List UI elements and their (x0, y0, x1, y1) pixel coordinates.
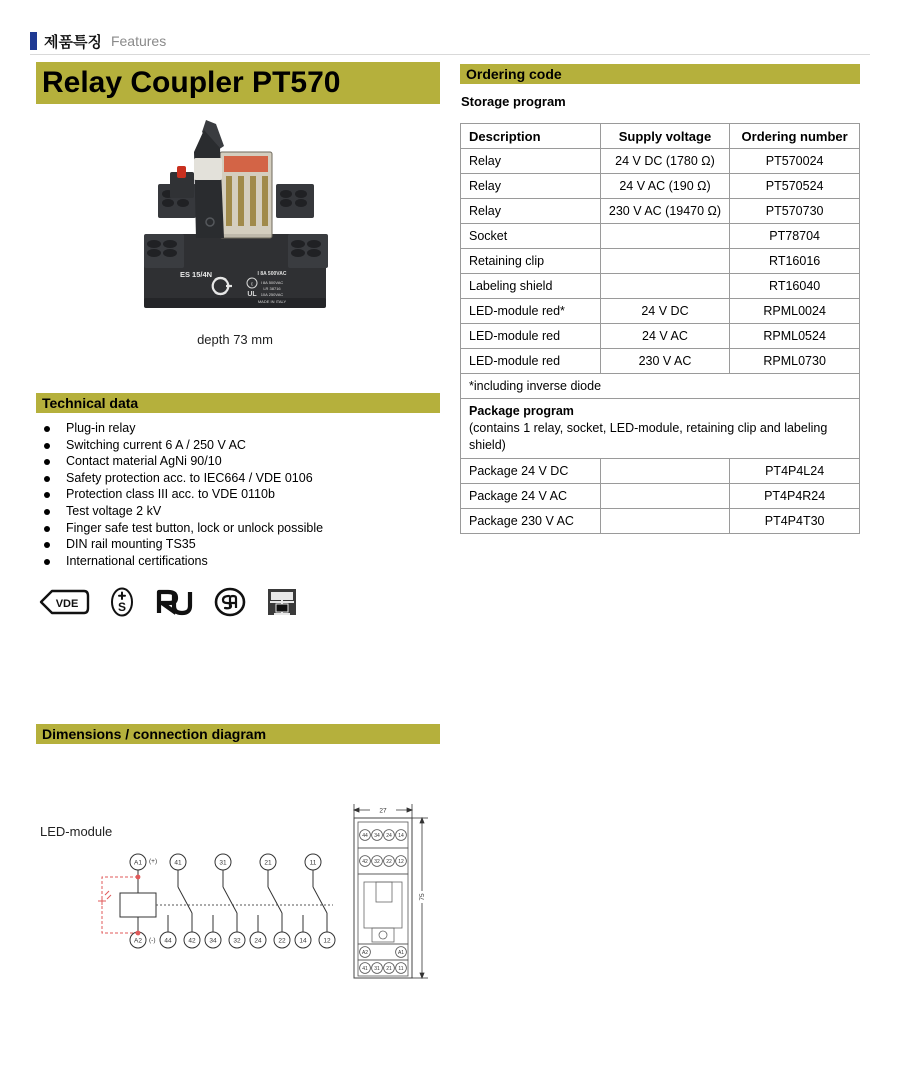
cell-supply-voltage: 230 V AC (19470 Ω) (600, 199, 730, 224)
column-header-supply-voltage: Supply voltage (600, 124, 730, 149)
svg-text:c: c (250, 281, 254, 288)
list-item: Switching current 6 A / 250 V AC (42, 437, 442, 454)
technical-data-heading: Technical data (36, 393, 440, 413)
product-photo-caption: depth 73 mm (197, 332, 273, 347)
list-item: International certifications (42, 553, 442, 570)
terminal-label: 42 (362, 859, 368, 865)
terminal-label: 12 (398, 859, 404, 865)
table-row (461, 483, 860, 508)
terminal-label: A2 (361, 950, 369, 956)
cell-description: Package 230 V AC (461, 508, 601, 533)
terminal-label: 31 (219, 859, 227, 867)
ordering-code-table (460, 123, 860, 534)
ordering-code-heading: Ordering code (460, 64, 860, 84)
cell-description: Retaining clip (461, 249, 601, 274)
cell-description: Package 24 V AC (461, 483, 601, 508)
cell-ordering-number: RT16040 (730, 274, 860, 299)
terminal-label: 24 (254, 937, 262, 945)
terminal-label: 22 (386, 859, 392, 865)
list-item: Contact material AgNi 90/10 (42, 453, 442, 470)
cell-ordering-number: PT78704 (730, 224, 860, 249)
cell-supply-voltage (600, 508, 730, 533)
list-item: DIN rail mounting TS35 (42, 536, 442, 553)
cell-ordering-number: PT570730 (730, 199, 860, 224)
cell-supply-voltage: 24 V AC (190 Ω) (600, 174, 730, 199)
cell-ordering-number: RPML0024 (730, 299, 860, 324)
table-row (461, 349, 860, 374)
terminal-label: 11 (398, 966, 404, 972)
table-row (461, 274, 860, 299)
cell-supply-voltage: 230 V AC (600, 349, 730, 374)
cell-ordering-number: PT4P4T30 (730, 508, 860, 533)
polarity-label: (+) (149, 858, 158, 865)
header-divider (30, 54, 870, 55)
cell-supply-voltage (600, 458, 730, 483)
header-english-title: Features (110, 33, 167, 49)
svg-text:S: S (117, 599, 127, 614)
package-program-note: (contains 1 relay, socket, LED-module, retaining clip and labeling shield) (469, 420, 828, 452)
cell-description: Relay (461, 149, 601, 174)
cell-ordering-number: PT4P4L24 (730, 458, 860, 483)
terminal-label: 24 (386, 833, 392, 839)
page-header (30, 28, 870, 54)
table-row (461, 458, 860, 483)
svg-text:10A 250VAC: 10A 250VAC (260, 292, 284, 297)
list-item: Plug-in relay (42, 420, 442, 437)
cell-ordering-number: RPML0524 (730, 324, 860, 349)
table-row (461, 199, 860, 224)
certification-marks (38, 583, 298, 625)
list-item: Protection class III acc. to VDE 0110b (42, 486, 442, 503)
column-header-description: Description (461, 124, 601, 149)
product-photo (120, 112, 350, 327)
connection-diagram (88, 845, 338, 962)
vde-icon (38, 588, 90, 621)
terminal-label: 32 (233, 937, 241, 945)
cell-ordering-number: RPML0730 (730, 349, 860, 374)
cell-ordering-number: PT570524 (730, 174, 860, 199)
package-program-title: Package program (469, 404, 574, 418)
terminal-label: 14 (398, 833, 404, 839)
footnote-inverse-diode: *including inverse diode (461, 374, 860, 399)
list-item: Finger safe test button, lock or unlock possible (42, 520, 442, 537)
table-header-row (461, 124, 860, 149)
terminal-label: 21 (264, 859, 272, 867)
socket-dimension-diagram (342, 796, 437, 991)
ul-recognized-icon (154, 587, 194, 622)
cell-supply-voltage (600, 274, 730, 299)
technical-data-list (42, 420, 442, 569)
terminal-label: A1 (134, 859, 142, 867)
terminal-label: 22 (278, 937, 286, 945)
cell-supply-voltage: 24 V DC (1780 Ω) (600, 149, 730, 174)
terminal-label: 34 (374, 833, 380, 839)
cell-supply-voltage (600, 483, 730, 508)
cell-ordering-number: RT16016 (730, 249, 860, 274)
cell-description: LED-module red (461, 349, 601, 374)
terminal-label: 42 (188, 937, 196, 945)
polarity-label: (-) (149, 937, 156, 944)
terminal-label: 41 (362, 966, 368, 972)
dimensions-heading: Dimensions / connection diagram (36, 724, 440, 744)
cell-description: Relay (461, 174, 601, 199)
storage-program-label: Storage program (461, 94, 566, 109)
cell-description: Socket (461, 224, 601, 249)
cell-description: LED-module red (461, 324, 601, 349)
package-program-header (461, 399, 860, 459)
sev-plus-s-icon (110, 587, 134, 622)
cell-description: Package 24 V DC (461, 458, 601, 483)
table-footnote-row (461, 374, 860, 399)
svg-text:VDE: VDE (55, 597, 79, 610)
package-program-header-row (461, 399, 860, 459)
svg-text:LR 38716: LR 38716 (263, 286, 281, 291)
terminal-label: 44 (362, 833, 368, 839)
cell-description: Relay (461, 199, 601, 224)
table-row (461, 174, 860, 199)
table-row (461, 324, 860, 349)
list-item: Test voltage 2 kV (42, 503, 442, 520)
terminal-label: 41 (174, 859, 182, 867)
gost-icon (266, 587, 298, 622)
svg-text:ES 15/4N: ES 15/4N (179, 270, 213, 279)
table-row (461, 249, 860, 274)
terminal-label: 31 (374, 966, 380, 972)
terminal-label: A1 (397, 950, 405, 956)
cell-description: Labeling shield (461, 274, 601, 299)
header-korean-title: 제품특징 (44, 33, 102, 51)
list-item: Safety protection acc. to IEC664 / VDE 0106 (42, 470, 442, 487)
cell-ordering-number: PT4P4R24 (730, 483, 860, 508)
height-dimension-label: 75 (419, 893, 426, 901)
cell-description: LED-module red* (461, 299, 601, 324)
svg-text:I 8A 500VAC: I 8A 500VAC (260, 280, 284, 285)
cell-supply-voltage (600, 224, 730, 249)
cell-supply-voltage: 24 V DC (600, 299, 730, 324)
cell-ordering-number: PT570024 (730, 149, 860, 174)
column-header-ordering-number: Ordering number (730, 124, 860, 149)
table-row (461, 508, 860, 533)
table-row (461, 299, 860, 324)
terminal-label: 12 (323, 937, 331, 945)
csa-icon (214, 587, 246, 622)
svg-text:I 8A 500VAC: I 8A 500VAC (257, 271, 287, 277)
page-title: Relay Coupler PT570 (36, 62, 440, 104)
table-row (461, 224, 860, 249)
led-module-label: LED-module (40, 824, 113, 839)
terminal-label: 14 (299, 937, 307, 945)
cell-supply-voltage (600, 249, 730, 274)
terminal-label: 32 (374, 859, 380, 865)
terminal-label: 34 (209, 937, 217, 945)
table-row (461, 149, 860, 174)
width-dimension-label: 27 (379, 807, 387, 815)
svg-text:UL: UL (247, 291, 257, 298)
header-accent-bar (30, 32, 37, 50)
terminal-label: 21 (386, 966, 392, 972)
terminal-label: 11 (309, 859, 317, 867)
cell-supply-voltage: 24 V AC (600, 324, 730, 349)
terminal-label: 44 (164, 937, 172, 945)
svg-text:MADE IN ITALY: MADE IN ITALY (257, 299, 287, 304)
terminal-label: A2 (134, 937, 142, 945)
